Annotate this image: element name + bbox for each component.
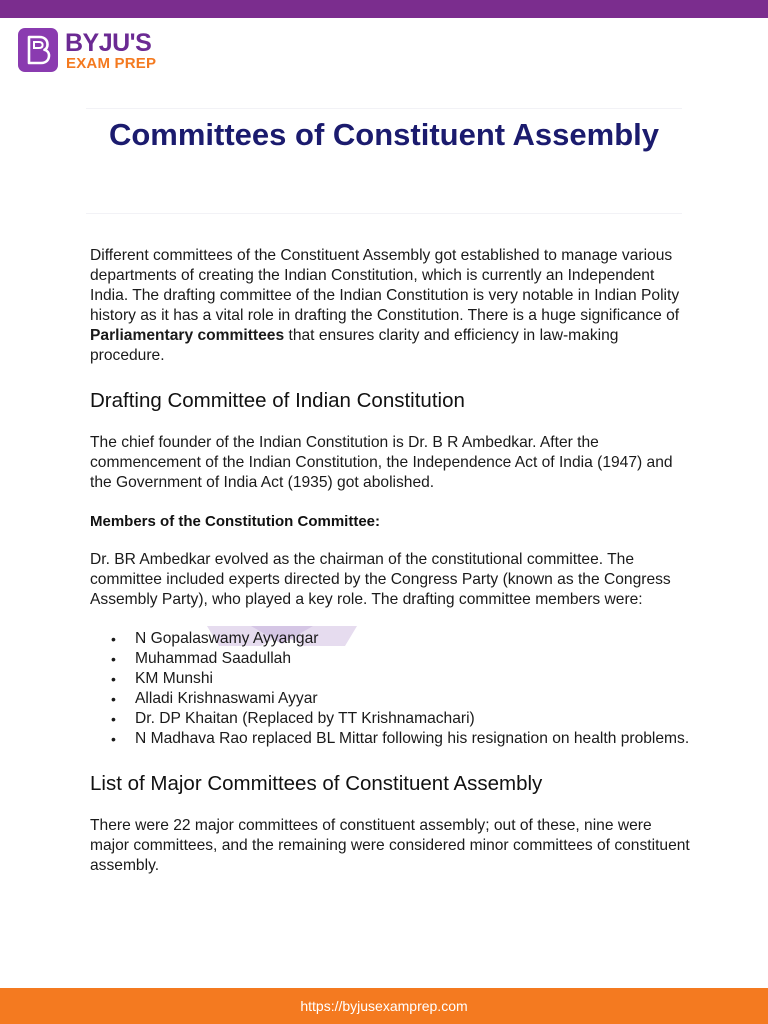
byjus-logo-icon [18,28,58,72]
brand-name: BYJU'S [65,29,152,57]
document-body [90,246,690,876]
list-item: • N Madhava Rao replaced BL Mittar following his resignation on health problems. [90,729,690,749]
section-heading-major-committees: List of Major Committees of Constituent Assembly [90,772,543,795]
members-paragraph: Dr. BR Ambedkar evolved as the chairman of the constitutional committee. The committee included experts directed by the Congress Party (known as the Congress Assembly Party), who played a key role. The drafting committee members were: [90,551,671,608]
members-subheading: Members of the Constitution Committee: [90,513,381,530]
top-accent-bar [0,0,768,18]
members-list [90,629,690,749]
brand-subtitle: EXAM PREP [66,55,157,72]
footer-url-link[interactable]: https://byjusexamprep.com [300,998,468,1014]
list-item: • Dr. DP Khaitan (Replaced by TT Krishnamachari) [90,709,690,729]
major-committees-paragraph: There were 22 major committees of constituent assembly; out of these, nine were major committees, and the remaining were considered minor committees of constituent assembly. [90,817,690,874]
intro-bold-term: Parliamentary committees [90,327,285,344]
drafting-paragraph: The chief founder of the Indian Constitution is Dr. B R Ambedkar. After the commencement of the Indian Constitution, the Independence Act of India (1947) and the Government of India Act (1935) got abolished. [90,434,673,491]
list-item: • N Gopalaswamy Ayyangar [90,629,690,649]
intro-text: Different committees of the Constituent Assembly got established to manage various departments of creating the Indian Constitution, which is currently an Independent India. The drafting committee of the Indian Constitution is very notable in Indian Polity history as it has a vital role in drafting the Constitution. There is a huge significance of [90,247,680,324]
list-item: • Muhammad Saadullah [90,649,690,669]
page-title: Committees of Constituent Assembly [108,117,660,152]
intro-paragraph [90,246,690,366]
byjus-logo[interactable] [18,28,178,74]
footer-bar [0,988,768,1024]
section-heading-drafting: Drafting Committee of Indian Constitution [90,389,465,412]
intro-text-end: that ensures clarity and efficiency in law-making procedure. [90,327,619,364]
list-item: • Alladi Krishnaswami Ayyar [90,689,690,709]
title-box [86,108,682,214]
list-item: • KM Munshi [90,669,690,689]
